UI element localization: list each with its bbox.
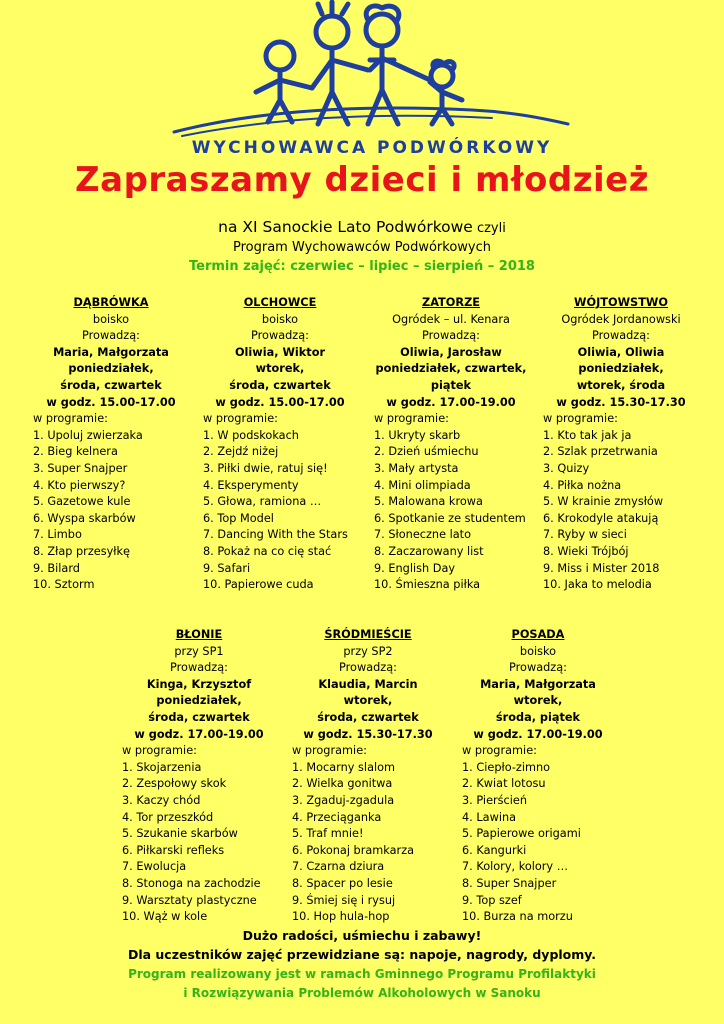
district-olchowce	[191, 295, 369, 594]
list-item: 9. Warsztaty plastyczne	[122, 893, 257, 907]
list-item: 2. Zejdź niżej	[203, 445, 279, 459]
hours: w godz. 17.00-19.00	[134, 727, 264, 741]
led-by-label: Prowadzą:	[592, 329, 650, 343]
list-item: 1. Mocarny slalom	[292, 760, 396, 774]
list-item: 3. Pierścień	[462, 793, 528, 807]
district-name: POSADA	[511, 628, 565, 641]
list-item: 6. Top Model	[203, 511, 274, 525]
list-item: 7. Limbo	[33, 528, 82, 542]
list-item: 4. Mini olimpiada	[374, 478, 471, 492]
program-list	[362, 428, 540, 594]
leaders: Maria, Małgorzata	[53, 345, 169, 359]
list-item: 6. Pokonaj bramkarza	[292, 843, 415, 857]
list-item: 2. Szlak przetrwania	[543, 445, 658, 459]
list-item: 5. Traf mnie!	[292, 827, 364, 841]
led-by-label: Prowadzą:	[422, 329, 480, 343]
footer-line3: Program realizowany jest w ramach Gminnego Programu Profilaktyki	[128, 967, 596, 981]
led-by-label: Prowadzą:	[170, 661, 228, 675]
hours: w godz. 15.30-17.30	[556, 395, 686, 409]
district-name: OLCHOWCE	[243, 296, 317, 309]
list-item: 4. Kto pierwszy?	[33, 478, 126, 492]
days-line1: poniedziałek,	[68, 362, 154, 376]
days-line1: wtorek,	[513, 694, 563, 708]
district-name: WÓJTOWSTWO	[574, 296, 668, 309]
list-item: 9. Śmiej się i rysuj	[292, 893, 396, 907]
list-item: 10. Burza na morzu	[462, 910, 573, 924]
days-line2: piątek	[430, 378, 472, 392]
list-item: 2. Wielka gonitwa	[292, 777, 393, 791]
list-item: 10. Hop hula-hop	[292, 910, 390, 924]
subtitle-line2: Program Wychowawców Podwórkowych	[233, 240, 491, 255]
list-item: 8. Super Snajper	[462, 876, 557, 890]
days-line2: środa, czwartek	[148, 710, 250, 724]
list-item: 3. Zgaduj-zgadula	[292, 793, 395, 807]
schedule-term: Termin zajęć: czerwiec – lipiec – sierpień – 2018	[189, 259, 535, 274]
led-by-label: Prowadzą:	[251, 329, 309, 343]
list-item: 2. Bieg kelnera	[33, 445, 118, 459]
leaders: Oliwia, Jarosław	[400, 345, 502, 359]
days-line2: środa, czwartek	[60, 378, 162, 392]
list-item: 10. Papierowe cuda	[203, 578, 314, 592]
headline: Zapraszamy dzieci i młodzież	[74, 160, 650, 200]
list-item: 2. Zespołowy skok	[122, 777, 227, 791]
list-item: 7. Słoneczne lato	[374, 528, 472, 542]
footer-line4: i Rozwiązywania Problemów Alkoholowych w Sanoku	[183, 986, 541, 1000]
list-item: 1. Ciepło-zimno	[462, 760, 551, 774]
program-list	[532, 428, 710, 594]
district-blonie	[110, 627, 288, 926]
list-item: 8. Spacer po lesie	[292, 876, 393, 890]
list-item: 4. Przeciąganka	[292, 810, 382, 824]
list-item: 8. Wieki Trójbój	[543, 544, 629, 558]
list-item: 3. Quizy	[543, 461, 590, 475]
leaders: Oliwia, Oliwia	[577, 345, 665, 359]
leaders: Oliwia, Wiktor	[234, 345, 326, 359]
district-name: ZATORZE	[422, 296, 480, 309]
subtitle-main: na XI Sanockie Lato Podwórkowe	[218, 218, 473, 236]
list-item: 9. Top szef	[462, 893, 522, 907]
district-place: przy SP2	[343, 644, 393, 658]
program-label: w programie:	[122, 744, 197, 758]
district-place: boisko	[261, 312, 299, 326]
district-place: przy SP1	[174, 644, 224, 658]
program-list	[110, 760, 288, 926]
district-name: ŚRÓDMIEŚCIE	[324, 628, 412, 641]
list-item: 6. Piłkarski refleks	[122, 843, 225, 857]
list-item: 10. Jaka to melodia	[543, 578, 652, 592]
list-item: 1. Kto tak jak ja	[543, 428, 632, 442]
district-place: Ogródek Jordanowski	[561, 312, 681, 326]
list-item: 4. Tor przeszkód	[122, 810, 214, 824]
days-line2: środa, czwartek	[317, 710, 419, 724]
list-item: 3. Piłki dwie, ratuj się!	[203, 461, 328, 475]
list-item: 10. Śmieszna piłka	[374, 578, 481, 592]
list-item: 7. Ryby w sieci	[543, 528, 627, 542]
list-item: 9. Bilard	[33, 561, 80, 575]
list-item: 8. Stonoga na zachodzie	[122, 876, 261, 890]
list-item: 9. Safari	[203, 561, 251, 575]
led-by-label: Prowadzą:	[509, 661, 567, 675]
list-item: 6. Wyspa skarbów	[33, 511, 136, 525]
list-item: 6. Kangurki	[462, 843, 527, 857]
leaders: Klaudia, Marcin	[318, 677, 418, 691]
list-item: 7. Czarna dziura	[292, 860, 385, 874]
district-name: DĄBRÓWKA	[73, 296, 149, 309]
program-list	[449, 760, 627, 926]
list-item: 5. Papierowe origami	[462, 827, 581, 841]
district-posada	[449, 627, 627, 926]
district-dabrowka	[22, 295, 200, 594]
list-item: 7. Ewolucja	[122, 860, 187, 874]
list-item: 6. Spotkanie ze studentem	[374, 511, 526, 525]
list-item: 1. W podskokach	[203, 428, 299, 442]
list-item: 1. Ukryty skarb	[374, 428, 461, 442]
program-label: w programie:	[292, 744, 367, 758]
program-list	[22, 428, 200, 594]
list-item: 4. Lawina	[462, 810, 517, 824]
list-item: 7. Kolory, kolory …	[462, 860, 569, 874]
list-item: 5. Szukanie skarbów	[122, 827, 238, 841]
list-item: 6. Krokodyle atakują	[543, 511, 659, 525]
district-zatorze	[362, 295, 540, 594]
list-item: 4. Eksperymenty	[203, 478, 299, 492]
list-item: 8. Zaczarowany list	[374, 544, 484, 558]
district-wojtowstwo	[532, 295, 710, 594]
list-item: 3. Super Snajper	[33, 461, 128, 475]
list-item: 2. Kwiat lotosu	[462, 777, 546, 791]
list-item: 1. Skojarzenia	[122, 760, 202, 774]
subtitle-line1	[0, 218, 724, 236]
hours: w godz. 17.00-19.00	[386, 395, 516, 409]
days-line2: środa, czwartek	[229, 378, 331, 392]
district-srodmiescie	[279, 627, 457, 926]
days-line1: poniedziałek, czwartek,	[375, 362, 527, 376]
days-line1: wtorek,	[255, 362, 305, 376]
hours: w godz. 17.00-19.00	[473, 727, 603, 741]
footer-line1: Dużo radości, uśmiechu i zabawy!	[242, 928, 482, 943]
hours: w godz. 15.00-17.00	[215, 395, 345, 409]
list-item: 1. Upoluj zwierzaka	[33, 428, 143, 442]
leaders: Maria, Małgorzata	[480, 677, 596, 691]
program-label: w programie:	[203, 412, 278, 426]
logo	[172, 0, 572, 165]
days-line1: poniedziałek,	[156, 694, 242, 708]
list-item: 10. Sztorm	[33, 578, 95, 592]
list-item: 5. Gazetowe kule	[33, 495, 131, 509]
district-place: boisko	[519, 644, 557, 658]
led-by-label: Prowadzą:	[82, 329, 140, 343]
list-item: 10. Wąż w kole	[122, 910, 208, 924]
list-item: 8. Złap przesyłkę	[33, 544, 130, 558]
list-item: 5. Głowa, ramiona …	[203, 495, 322, 509]
district-place: boisko	[92, 312, 130, 326]
days-line2: środa, piątek	[495, 710, 581, 724]
list-item: 5. W krainie zmysłów	[543, 495, 664, 509]
children-drawing-icon	[172, 0, 572, 160]
list-item: 7. Dancing With the Stars	[203, 528, 348, 542]
program-label: w programie:	[543, 412, 618, 426]
list-item: 8. Pokaż na co cię stać	[203, 544, 332, 558]
days-line2: wtorek, środa	[576, 378, 666, 392]
days-line1: poniedziałek,	[578, 362, 664, 376]
hours: w godz. 15.00-17.00	[46, 395, 176, 409]
list-item: 5. Malowana krowa	[374, 495, 483, 509]
program-label: w programie:	[374, 412, 449, 426]
program-list	[279, 760, 457, 926]
program-label: w programie:	[33, 412, 108, 426]
footer-line2: Dla uczestników zajęć przewidziane są: napoje, nagrody, dyplomy.	[127, 947, 597, 962]
list-item: 9. Miss i Mister 2018	[543, 561, 660, 575]
district-name: BŁONIE	[175, 628, 223, 641]
leaders: Kinga, Krzysztof	[146, 677, 252, 691]
hours: w godz. 15.30-17.30	[303, 727, 433, 741]
days-line1: wtorek,	[343, 694, 393, 708]
program-label: w programie:	[462, 744, 537, 758]
list-item: 3. Kaczy chód	[122, 793, 201, 807]
list-item: 4. Piłka nożna	[543, 478, 622, 492]
list-item: 3. Mały artysta	[374, 461, 459, 475]
program-list	[191, 428, 369, 594]
list-item: 9. English Day	[374, 561, 456, 575]
list-item: 2. Dzień uśmiechu	[374, 445, 479, 459]
led-by-label: Prowadzą:	[339, 661, 397, 675]
logo-text: WYCHOWAWCA PODWÓRKOWY	[191, 138, 553, 158]
subtitle-tail: czyli	[472, 221, 506, 236]
district-place: Ogródek – ul. Kenara	[392, 312, 510, 326]
